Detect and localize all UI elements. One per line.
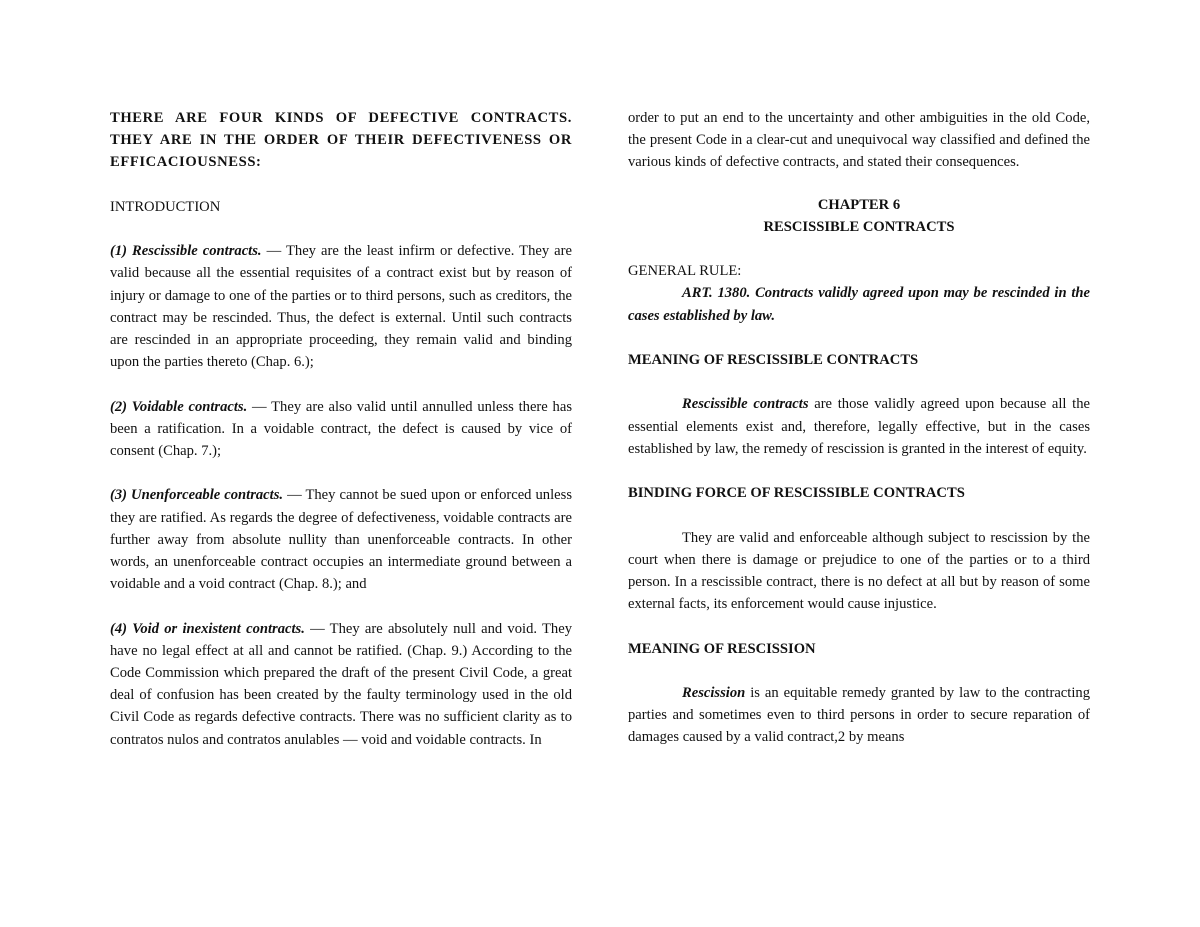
document-heading: THERE ARE FOUR KINDS OF DEFECTIVE CONTRACTS. THEY ARE IN THE ORDER OF THEIR DEFECTIVENESS OR EFFICACIOUSNESS: [110, 110, 572, 171]
section-text: is an equitable remedy granted by law to the contracting parties and sometimes even to third persons in order to secure reparation of damages caused by a valid contract,2 by means [628, 684, 1090, 746]
item-term: (2) Voidable contracts. [110, 398, 248, 415]
section-body-meaning-rescission [628, 682, 1090, 749]
section-title-meaning-rescissible: MEANING OF RESCISSIBLE CONTRACTS [628, 352, 919, 368]
item-term: (1) Rescissible contracts. [110, 243, 262, 260]
item-term: (4) Void or inexistent contracts. [110, 620, 305, 637]
section-text: They are valid and enforceable although subject to rescission by the court when there is damage or prejudice to one of the parties or to a third person. In a rescissible contract, there is no defect at all but by reason of some external facts, its enforcement would cause injustice. [628, 529, 1090, 613]
item-rescissible [110, 240, 572, 373]
item-unenforceable [110, 484, 572, 595]
section-term: Rescissible contracts [682, 396, 809, 413]
item-voidable [110, 396, 572, 463]
item-text: — They cannot be sued upon or enforced unless they are ratified. As regards the degree of defectiveness, voidable contracts are further away from absolute nullity than unenforceable contracts. In other words, an unenforceable contract occupies an intermediate ground between a voidable and a void contract (Chap. 8.); and [110, 487, 572, 593]
right-column [628, 107, 1090, 749]
section-title-binding-force: BINDING FORCE OF RESCISSIBLE CONTRACTS [628, 485, 965, 502]
item-text: — They are also valid until annulled unless there has been a ratification. In a voidable contract, the defect is caused by vice of consent (Chap. 7.); [110, 398, 572, 459]
chapter-number: CHAPTER 6 [817, 196, 901, 213]
item-text: — They are absolutely null and void. They have no legal effect at all and cannot be ratified. (Chap. 9.) According to the Code Commission which prepared the draft of the present Civil Code, a great deal of confusion has been created by the faulty terminology used in the old Civil Code as regards defective contracts. There was no sufficient clarity as to contratos nulos and contratos anulables — void and voidable contracts. In [110, 620, 572, 748]
section-term: Rescission [682, 684, 746, 701]
item-term: (3) Unenforceable contracts. [110, 487, 284, 504]
section-body-binding-force [628, 527, 1090, 616]
section-title-meaning-rescission: MEANING OF RESCISSION [628, 640, 816, 657]
general-rule-label: GENERAL RULE: [628, 263, 742, 280]
left-column [110, 107, 572, 751]
article-1380: ART. 1380. Contracts validly agreed upon may be rescinded in the cases established by law. [628, 285, 1090, 324]
section-body-meaning-rescissible [628, 393, 1090, 460]
continuation-paragraph: order to put an end to the uncertainty and other ambiguities in the old Code, the present Code in a clear-cut and unequivocal way classified and defined the various kinds of defective contracts, and stated their consequences. [628, 110, 1090, 171]
chapter-title: RESCISSIBLE CONTRACTS [763, 218, 955, 235]
item-void [110, 618, 572, 751]
introduction-label: INTRODUCTION [110, 198, 221, 215]
section-text: are those validly agreed upon because all the essential elements exist and, therefore, legally effective, but in the cases established by law, the remedy of rescission is granted in the interest of equity. [628, 396, 1090, 457]
item-text: — They are the least infirm or defective. They are valid because all the essential requisites of a contract exist but by reason of injury or damage to one of the parties or to third persons, such as creditors, the contract may be rescinded. Thus, the defect is external. Until such contracts are rescinded in an appropriate proceeding, they remain valid and binding upon the parties thereto (Chap. 6.); [110, 243, 572, 371]
